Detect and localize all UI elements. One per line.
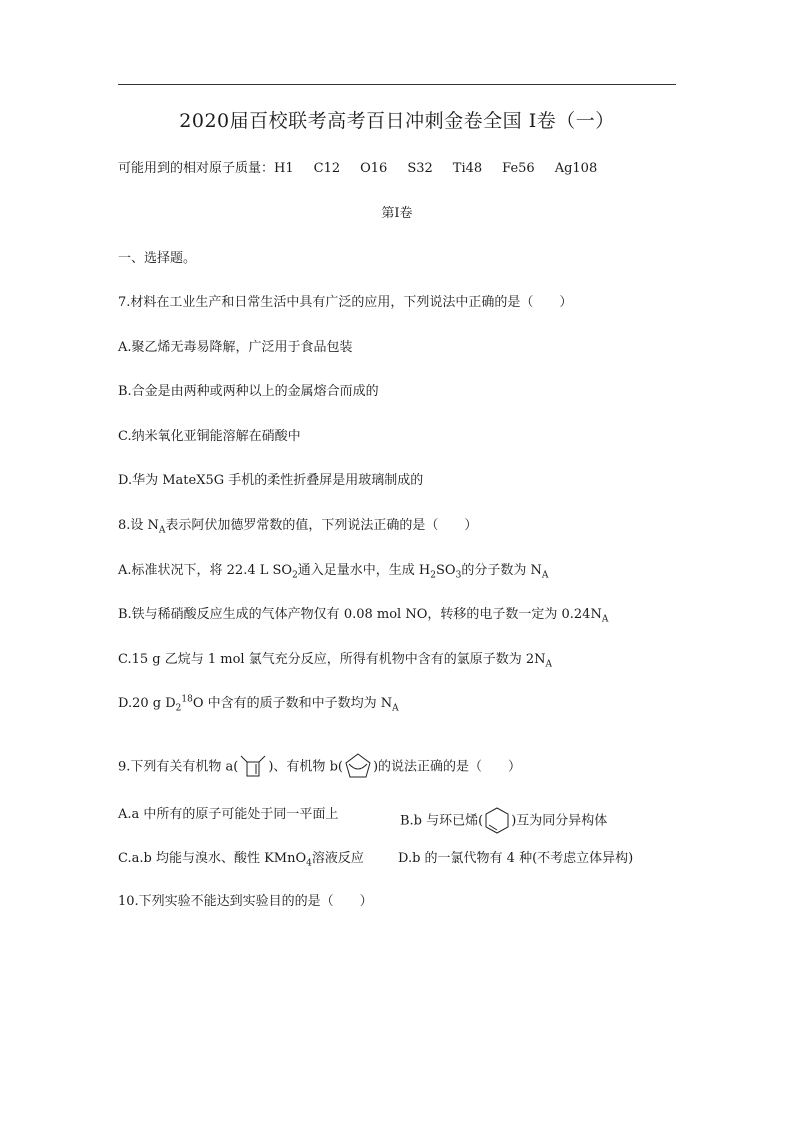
atomic-mass-item: Ti48 — [452, 161, 483, 176]
question-10-stem: 10.下列实验不能达到实验目的的是（ ） — [118, 894, 373, 909]
question-7-stem: 7.材料在工业生产和日常生活中具有广泛的应用，下列说法中正确的是（ ） — [118, 295, 573, 310]
question-9-option-b: B.b 与环已烯( )互为同分异构体 — [400, 806, 607, 836]
question-7-option-c: C.纳米氧化亚铜能溶解在硝酸中 — [118, 429, 301, 444]
question-7-option-a: A.聚乙烯无毒易降解，广泛用于食品包装 — [118, 340, 353, 355]
question-8-option-b: B.铁与稀硝酸反应生成的气体产物仅有 0.08 mol NO，转移的电子数一定为 $0.24N_A$ — [118, 607, 609, 625]
question-8-stem: 8.设 $N_A$表示阿伏加德罗常数的值，下列说法正确的是（ ） — [118, 518, 478, 536]
molecule-b-icon — [343, 752, 373, 782]
question-8-option-d: D.20 g $D_2^{18}O$ 中含有的质子数和中子数均为 $N_A$ — [118, 694, 399, 714]
question-7-option-d: D.华为 MateX5G 手机的柔性折叠屏是用玻璃制成的 — [118, 473, 424, 488]
question-7-option-b: B.合金是由两种或两种以上的金属熔合而成的 — [118, 384, 379, 399]
question-9-option-d: D.b 的一氯代物有 4 种(不考虑立体异构) — [398, 851, 634, 866]
atomic-mass-item: S32 — [407, 161, 433, 176]
atomic-mass-item: C12 — [313, 161, 341, 176]
molecule-a-icon — [238, 752, 268, 782]
atomic-mass-label: 可能用到的相对原子质量： — [118, 161, 275, 176]
question-8-option-a: A.标准状况下，将 22.4 L $SO_2$通入足量水中，生成 $H_2SO_3$的分子数为 $N_A$ — [118, 563, 549, 581]
cyclohexene-icon — [483, 806, 511, 836]
header-rule — [118, 84, 676, 85]
question-8-option-c: C.15 g 乙烷与 1 mol 氯气充分反应，所得有机物中含有的氯原子数为 $2N_A$ — [118, 652, 553, 670]
atomic-mass-item: H1 — [274, 161, 294, 176]
question-9-option-c: C.a.b 均能与溴水、酸性 KMnO$_4$溶液反应 — [118, 851, 364, 869]
volume-heading: 第I卷 — [381, 206, 413, 221]
question-9-stem: 9.下列有关有机物 a( )、有机物 b( )的说法正确的是（ ） — [118, 752, 521, 782]
atomic-mass-item: Ag108 — [554, 161, 598, 176]
page-title: 2020届百校联考高考百日冲刺金卷全国 Ⅰ卷（一） — [179, 110, 615, 132]
atomic-mass-item: Fe56 — [502, 161, 535, 176]
section-heading: 一、选择题。 — [118, 251, 197, 266]
atomic-mass-line — [118, 160, 597, 178]
atomic-mass-item: O16 — [360, 161, 388, 176]
question-9-option-a: A.a 中所有的原子可能处于同一平面上 — [118, 807, 339, 822]
